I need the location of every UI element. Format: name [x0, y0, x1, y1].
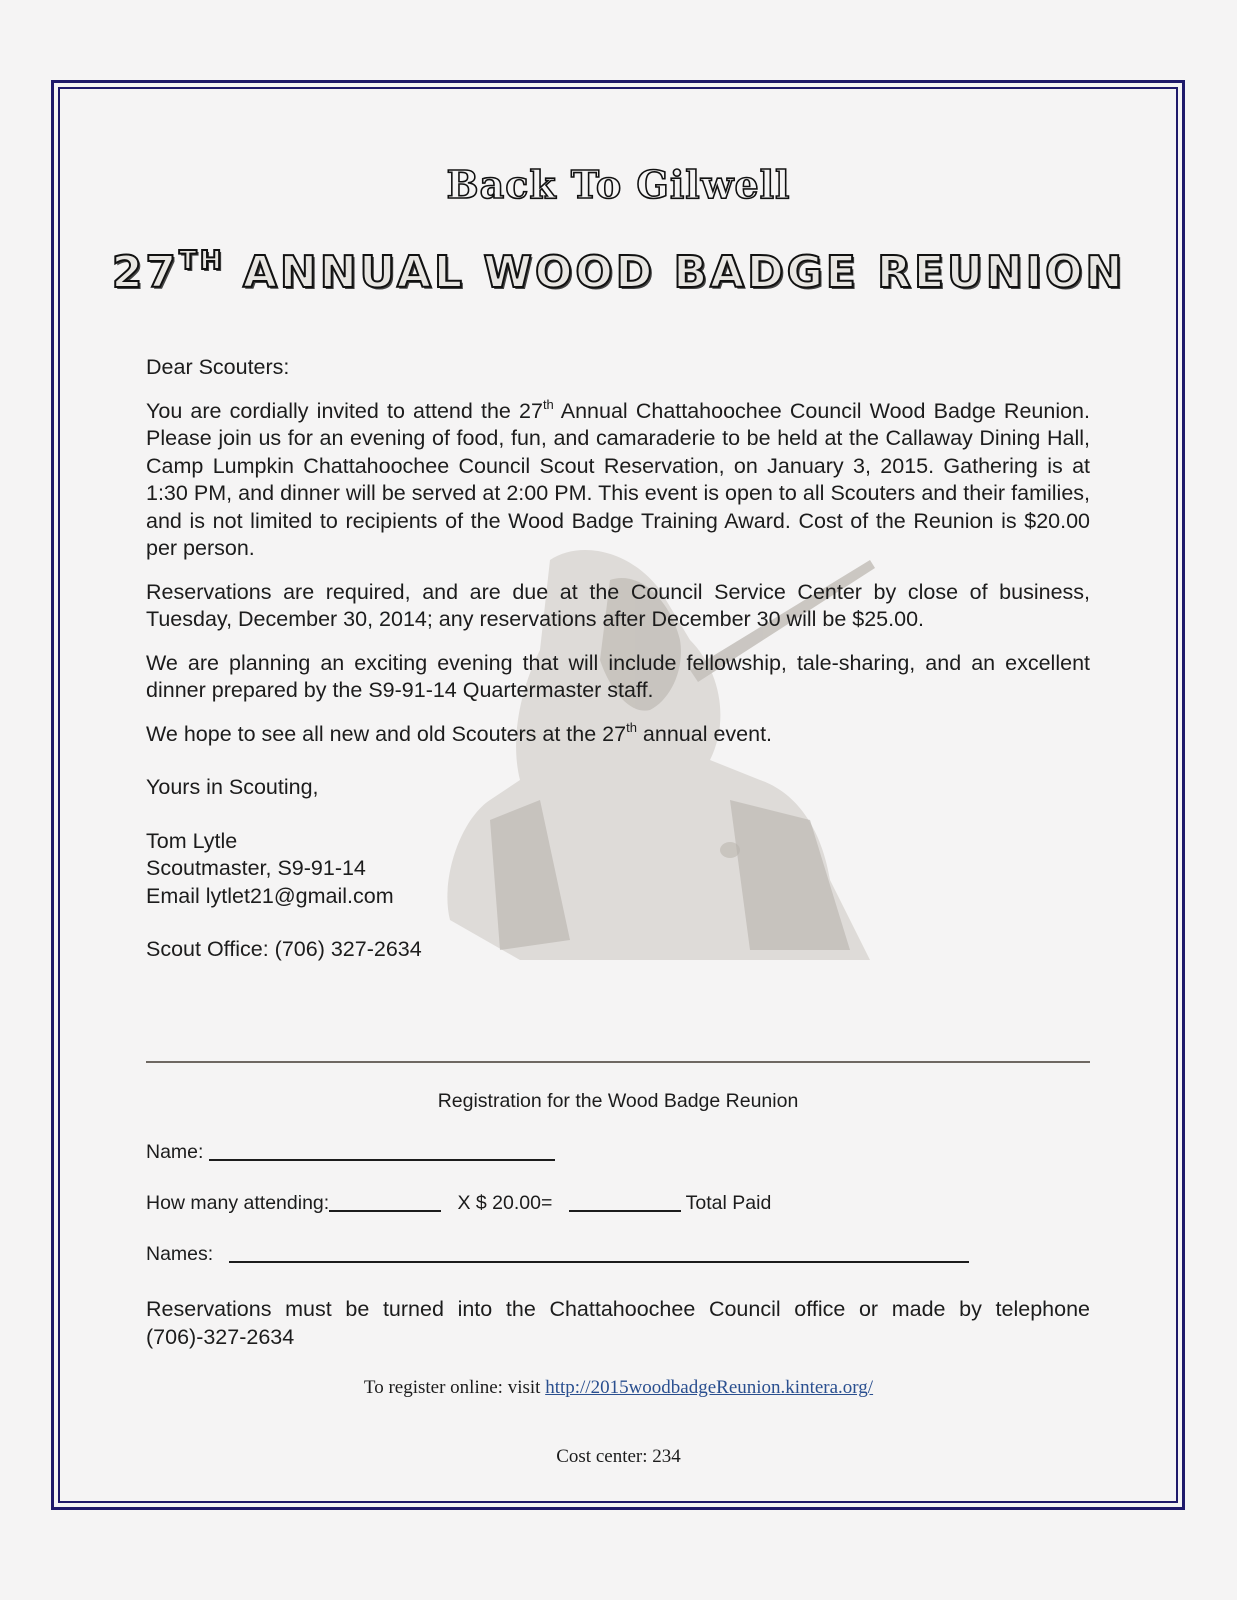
page-title: Back To Gilwell [446, 162, 791, 207]
ordinal-suffix: th [542, 396, 554, 412]
reservations-paragraph: Reservations are required, and are due at the Council Service Center by close of business, Tuesday, December 30, 2014; any reservations after December 30 will be $25.00. [146, 579, 1090, 631]
names-blank[interactable] [229, 1243, 969, 1263]
online-registration [0, 1377, 1237, 1399]
signer-email: Email lytlet21@gmail.com [146, 883, 394, 908]
event-heading-number: 27 [111, 247, 180, 298]
attending-row [146, 1192, 1090, 1215]
price-label: X $ 20.00= [457, 1192, 553, 1214]
registration-form [146, 1090, 1090, 1266]
online-prefix: To register online: visit [363, 1377, 546, 1398]
invitation-text-a: You are cordially invited to attend the 27 [146, 398, 543, 423]
planning-paragraph: We are planning an exciting evening that will include fellowship, tale-sharing, and an excellent dinner prepared by the S9-91-14 Quartermaster staff. [146, 650, 1090, 702]
event-heading-ordinal: TH [179, 246, 225, 276]
registration-title: Registration for the Wood Badge Reunion [437, 1090, 799, 1112]
event-heading [0, 246, 1237, 298]
total-paid-blank[interactable] [569, 1192, 681, 1212]
name-blank[interactable] [209, 1141, 555, 1161]
attending-label: How many attending: [146, 1192, 330, 1214]
signer-name: Tom Lytle [146, 828, 238, 853]
names-row [146, 1243, 1090, 1266]
invitation-text-b: Annual Chattahoochee Council Wood Badge Reunion. Please join us for an evening of food, fun, and camaraderie to be held at the Callaway Dining Hall, Camp Lumpkin Chattahoochee Council Scout Reservation, on January 3, 2015. Gathering is at 1:30 PM, and dinner will be served at 2:00 PM. This event is open to all Scouters and their families, and is not limited to recipients of the Wood Badge Training Award. Cost of the Reunion is $20.00 per person. [146, 398, 1090, 560]
attending-count-blank[interactable] [329, 1192, 441, 1212]
hope-text-b: annual event. [636, 721, 773, 746]
cost-center: Cost center: 234 [556, 1446, 681, 1467]
closing: Yours in Scouting, [146, 775, 319, 799]
name-row [146, 1141, 1090, 1164]
reservations-note: Reservations must be turned into the Chattahoochee Council office or made by telephone (706)-327-2634 [146, 1297, 1090, 1349]
event-heading-text: ANNUAL WOOD BADGE REUNION [242, 247, 1126, 298]
names-label: Names: [146, 1243, 214, 1265]
signer-title: Scoutmaster, S9-91-14 [146, 856, 366, 880]
invitation-paragraph [146, 398, 1090, 563]
total-paid-label: Total Paid [685, 1192, 772, 1214]
hope-text-a: We hope to see all new and old Scouters at the 27 [146, 721, 627, 746]
registration-link[interactable]: http://2015woodbadgeReunion.kintera.org/ [545, 1377, 874, 1398]
ordinal-suffix: th [626, 719, 637, 735]
section-divider [146, 1061, 1090, 1063]
greeting: Dear Scouters: [146, 355, 290, 379]
hope-paragraph [146, 721, 1090, 749]
name-label: Name: [146, 1141, 204, 1163]
letter-body [146, 354, 1090, 964]
office-phone: Scout Office: (706) 327-2634 [146, 937, 422, 961]
